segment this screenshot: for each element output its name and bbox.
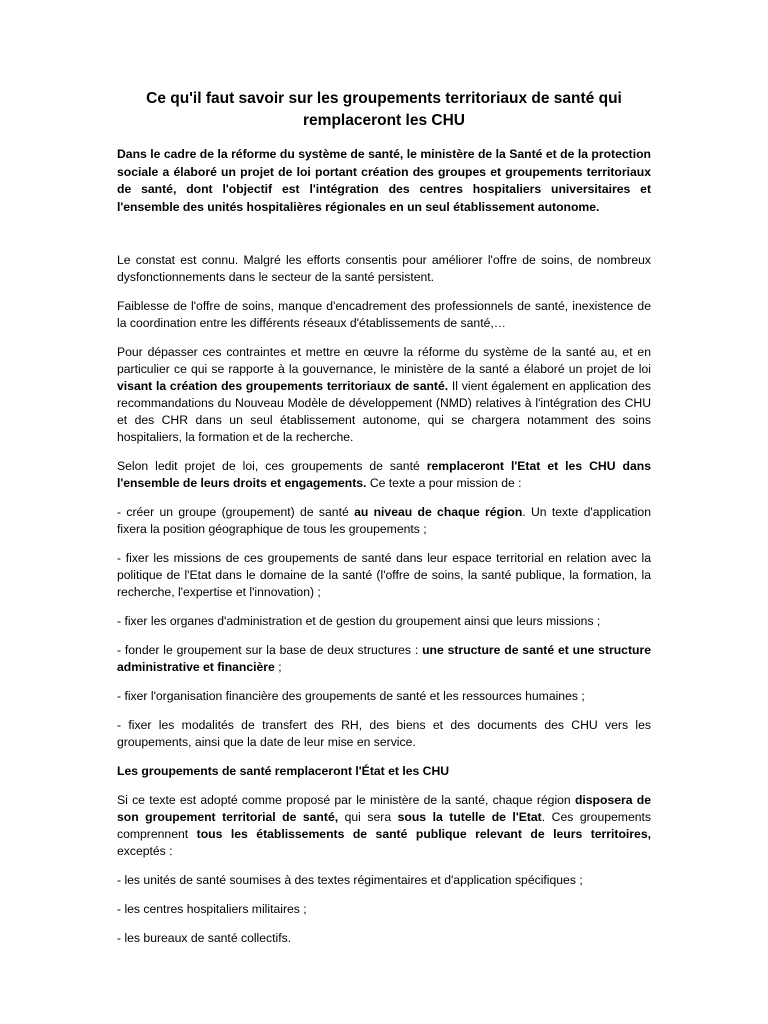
bold-text-run: remplaceront l'Etat et les CHU dans l'ensemble de leurs droits et engagements. xyxy=(117,459,651,491)
article-title: Ce qu'il faut savoir sur les groupements territoriaux de santé qui remplaceront les CHU xyxy=(146,90,622,129)
bold-text-run: une structure de santé et une structure administrative et financière xyxy=(117,643,651,675)
bold-text-run: sous la tutelle de l'Etat xyxy=(397,810,542,825)
mission-item: - fixer les organes d'administration et de gestion du groupement ainsi que leurs missions ; xyxy=(117,614,601,629)
text-run: Si ce texte est adopté comme proposé par le ministère de la santé, chaque région xyxy=(117,793,575,808)
text-run: Selon ledit projet de loi, ces groupements de santé xyxy=(117,459,427,474)
mission-item xyxy=(117,642,651,676)
paragraph-projet-de-loi xyxy=(117,344,651,446)
paragraph-faiblesse: Faiblesse de l'offre de soins, manque d'encadrement des professionnels de santé, inexistence de la coordination entre les différents réseaux d'établissements de santé,… xyxy=(117,299,651,331)
text-run: qui sera xyxy=(338,810,398,825)
mission-item xyxy=(117,504,651,538)
text-run: . Ces groupements comprennent xyxy=(117,810,651,842)
exception-item: - les centres hospitaliers militaires ; xyxy=(117,902,307,917)
bold-text-run: visant la création des groupements territoriaux de santé. xyxy=(117,379,449,394)
text-run: Ce texte a pour mission de : xyxy=(366,476,522,491)
paragraph-constat: Le constat est connu. Malgré les efforts consentis pour améliorer l'offre de soins, de nombreux dysfonctionnements dans le secteur de la santé persistent. xyxy=(117,253,651,285)
mission-item: - fixer les missions de ces groupements de santé dans leur espace territorial en relation avec la politique de l'Etat dans le domaine de la santé (l'offre de soins, la santé publique, la formation, la recherche, l'expertise et l'innovation) ; xyxy=(117,551,651,600)
mission-item: - fixer les modalités de transfert des RH, des biens et des documents des CHU vers les groupements, ainsi que la date de leur mise en service. xyxy=(117,718,651,750)
text-run: ; xyxy=(274,660,282,675)
section-subheading: Les groupements de santé remplaceront l'État et les CHU xyxy=(117,764,450,779)
article-intro: Dans le cadre de la réforme du système de santé, le ministère de la Santé et de la protection sociale a élaboré un projet de loi portant création des groupes et groupements territoriaux de santé, dont l'objectif est l'intégration des centres hospitaliers universitaires et l'ensemble des unités hospitalières régionales en un seul établissement autonome. xyxy=(117,147,651,214)
mission-item: - fixer l'organisation financière des groupements de santé et les ressources humaines ; xyxy=(117,689,585,704)
text-run: . Un texte d'application fixera la position géographique de tous les groupements ; xyxy=(117,505,651,537)
paragraph-selon-ledit xyxy=(117,458,651,492)
paragraph-adoption xyxy=(117,792,651,860)
text-run: - créer un groupe (groupement) de santé xyxy=(117,505,355,520)
exception-item: - les bureaux de santé collectifs. xyxy=(117,931,292,946)
bold-text-run: tous les établissements de santé publique relevant de leurs territoires, xyxy=(196,827,652,842)
bold-text-run: disposera de son groupement territorial de santé, xyxy=(117,793,651,825)
text-run: - fonder le groupement sur la base de deux structures : xyxy=(117,643,423,658)
text-run: Il vient également en application des recommandations du Nouveau Modèle de développement (NMD) relatives à l'intégration des CHU et des CHR dans un seul établissement autonome, qui se chargera notamment des soins hospitaliers, la formation et de la recherche. xyxy=(117,379,651,445)
exception-item: - les unités de santé soumises à des textes régimentaires et d'application spécifiques ; xyxy=(117,873,583,888)
text-run: exceptés : xyxy=(117,844,173,859)
text-run: Pour dépasser ces contraintes et mettre en œuvre la réforme du système de la santé au, et en particulier ce qui se rapporte à la gouvernance, le ministère de la santé a élaboré un projet de loi xyxy=(117,345,651,377)
bold-text-run: au niveau de chaque région xyxy=(354,505,523,520)
